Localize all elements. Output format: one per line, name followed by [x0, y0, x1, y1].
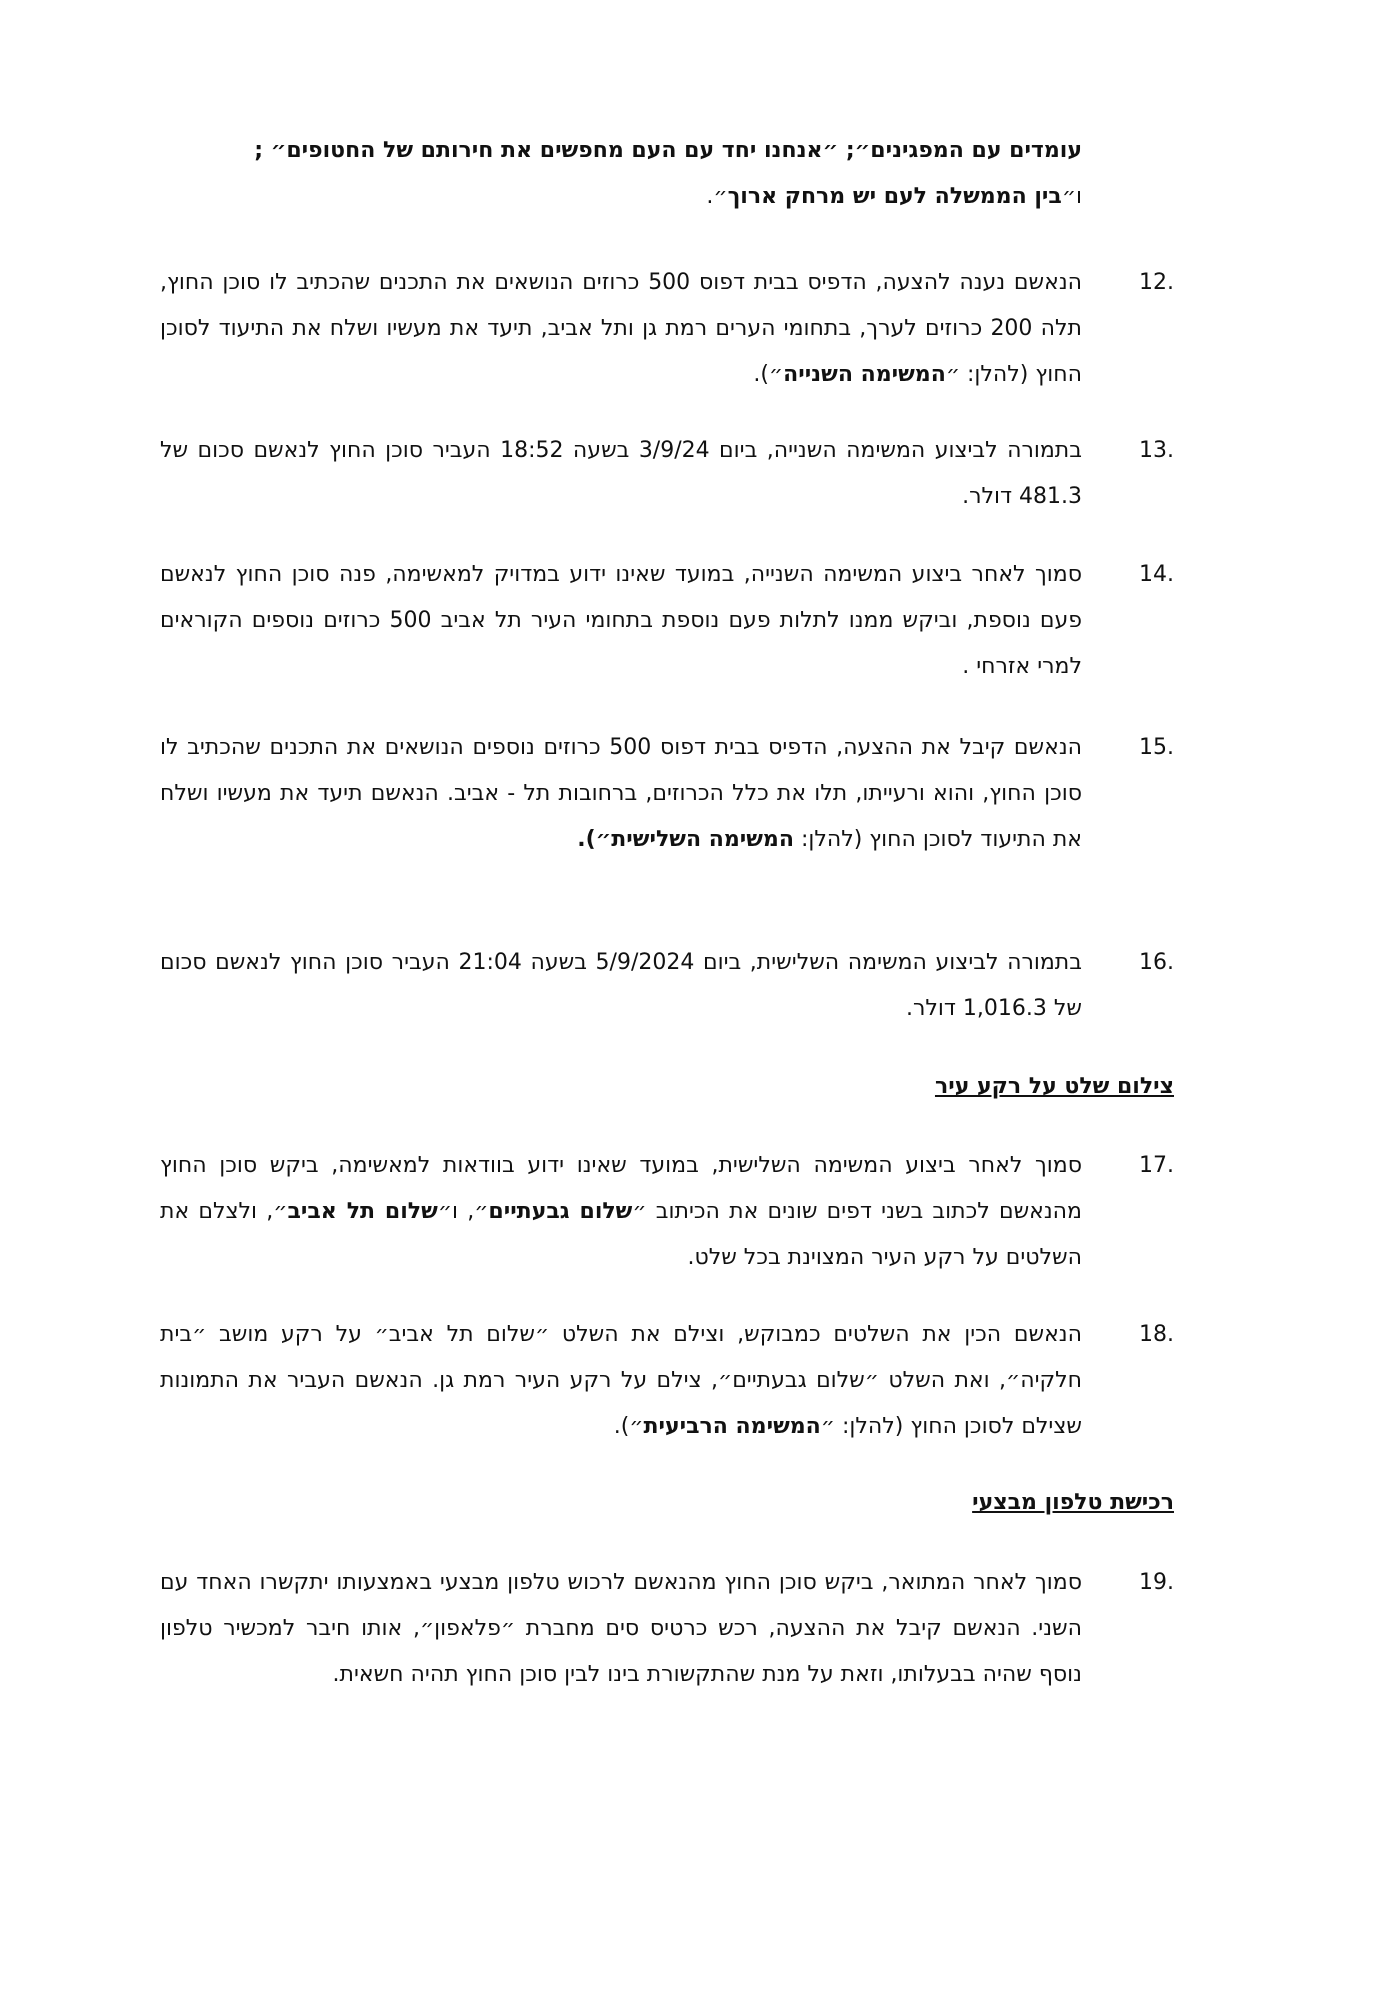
- paragraph-bold-term: המשימה הרביעית: [643, 1414, 821, 1439]
- paragraph-text-mid: ״, ו״: [437, 1199, 489, 1224]
- paragraph-number: .14: [1139, 562, 1174, 587]
- paragraph-number: .15: [1139, 735, 1174, 760]
- paragraph-text: בתמורה לביצוע המשימה השנייה, ביום 3/9/24 בשעה 18:52 העביר סוכן החוץ לנאשם סכום של 481.3 דולר.: [160, 438, 1082, 509]
- paragraph-16: [160, 940, 1082, 1032]
- paragraph-19: [160, 1560, 1082, 1698]
- paragraph-text: בתמורה לביצוע המשימה השלישית, ביום 5/9/2024 בשעה 21:04 העביר סוכן החוץ לנאשם סכום של 1,016.3 דולר.: [160, 950, 1082, 1021]
- paragraph-15: [160, 725, 1082, 863]
- paragraph-text: הנאשם נענה להצעה, הדפיס בבית דפוס 500 כרוזים הנושאים את התכנים שהכתיב לו סוכן החוץ, תלה 200 כרוזים לערך, בתחומי הערים רמת גן ותל אביב, תיעד את מעשיו ושלח את התיעוד לסוכן החוץ (להלן: ״: [160, 270, 1083, 387]
- paragraph-text: סמוך לאחר ביצוע המשימה השנייה, במועד שאינו ידוע במדויק למאשימה, פנה סוכן החוץ לנאשם פעם נוספת, וביקש ממנו לתלות פעם נוספת בתחומי העיר תל אביב 500 כרוזים נוספים הקוראים למרי אזרחי .: [160, 562, 1082, 679]
- paragraph-text: הנאשם קיבל את ההצעה, הדפיס בבית דפוס 500 כרוזים נוספים הנושאים את התכנים שהכתיב לו סוכן החוץ, והוא ורעייתו, תלו את כלל הכרוזים, ברחובות תל - אביב. הנאשם תיעד את מעשיו ושלח את התיעוד לסוכן החוץ (להלן:: [160, 735, 1083, 852]
- intro-line2-bold: בין הממשלה לעם יש מרחק ארוך: [727, 184, 1062, 209]
- paragraph-18: [160, 1312, 1082, 1450]
- paragraph-number: .17: [1139, 1153, 1174, 1178]
- paragraph-text-end: ״).: [753, 362, 784, 387]
- intro-line2-suffix: ״.: [706, 184, 728, 209]
- paragraph-17: [160, 1143, 1082, 1281]
- paragraph-text: סמוך לאחר המתואר, ביקש סוכן החוץ מהנאשם לרכוש טלפון מבצעי באמצעותו יתקשרו האחד עם השני. הנאשם קיבל את ההצעה, רכש כרטיס סים מחברת ״פלאפון״, אותו חיבר למכשיר טלפון נוסף שהיה בבעלותו, וזאת על מנת שהתקשורת בינו לבין סוכן החוץ תהיה חשאית.: [160, 1570, 1082, 1687]
- paragraph-bold-term: שלום גבעתיים: [488, 1199, 633, 1224]
- intro-line1: עומדים עם המפגינים״; ״אנחנו יחד עם העם מחפשים את חירותם של החטופים״ ;: [254, 138, 1082, 163]
- paragraph-bold-term: המשימה השלישית״).: [577, 827, 794, 852]
- paragraph-12: [160, 260, 1082, 398]
- paragraph-text: סמוך לאחר ביצוע המשימה השלישית, במועד שאינו ידוע בוודאות למאשימה, ביקש סוכן החוץ מהנאשם לכתוב בשני דפים שונים את הכיתוב ״: [160, 1153, 1082, 1224]
- paragraph-bold-term: המשימה השנייה: [783, 362, 946, 387]
- paragraph-bold-term: שלום תל אביב: [287, 1199, 438, 1224]
- paragraph-text-end: ״).: [613, 1414, 644, 1439]
- section-heading-operational-phone: רכישת טלפון מבצעי: [972, 1490, 1174, 1515]
- paragraph-text: הנאשם הכין את השלטים כמבוקש, וצילם את השלט ״שלום תל אביב״ על רקע מושב ״בית חלקיה״, ואת השלט ״שלום גבעתיים״, צילם על רקע העיר רמת גן. הנאשם העביר את התמונות שצילם לסוכן החוץ (להלן: ״: [160, 1322, 1082, 1439]
- paragraph-number: .12: [1139, 270, 1174, 295]
- paragraph-number: .16: [1139, 950, 1174, 975]
- section-heading-sign-photo: צילום שלט על רקע עיר: [934, 1074, 1174, 1099]
- intro-continuation: [160, 128, 1082, 220]
- paragraph-number: .19: [1139, 1570, 1174, 1595]
- intro-line2-prefix: ו״: [1061, 184, 1082, 209]
- paragraph-13: [160, 428, 1082, 520]
- paragraph-text-end: ״, ולצלם את השלטים על רקע העיר המצוינת בכל שלט.: [160, 1199, 1082, 1270]
- paragraph-number: .13: [1139, 438, 1174, 463]
- paragraph-number: .18: [1139, 1322, 1174, 1347]
- paragraph-14: [160, 552, 1082, 690]
